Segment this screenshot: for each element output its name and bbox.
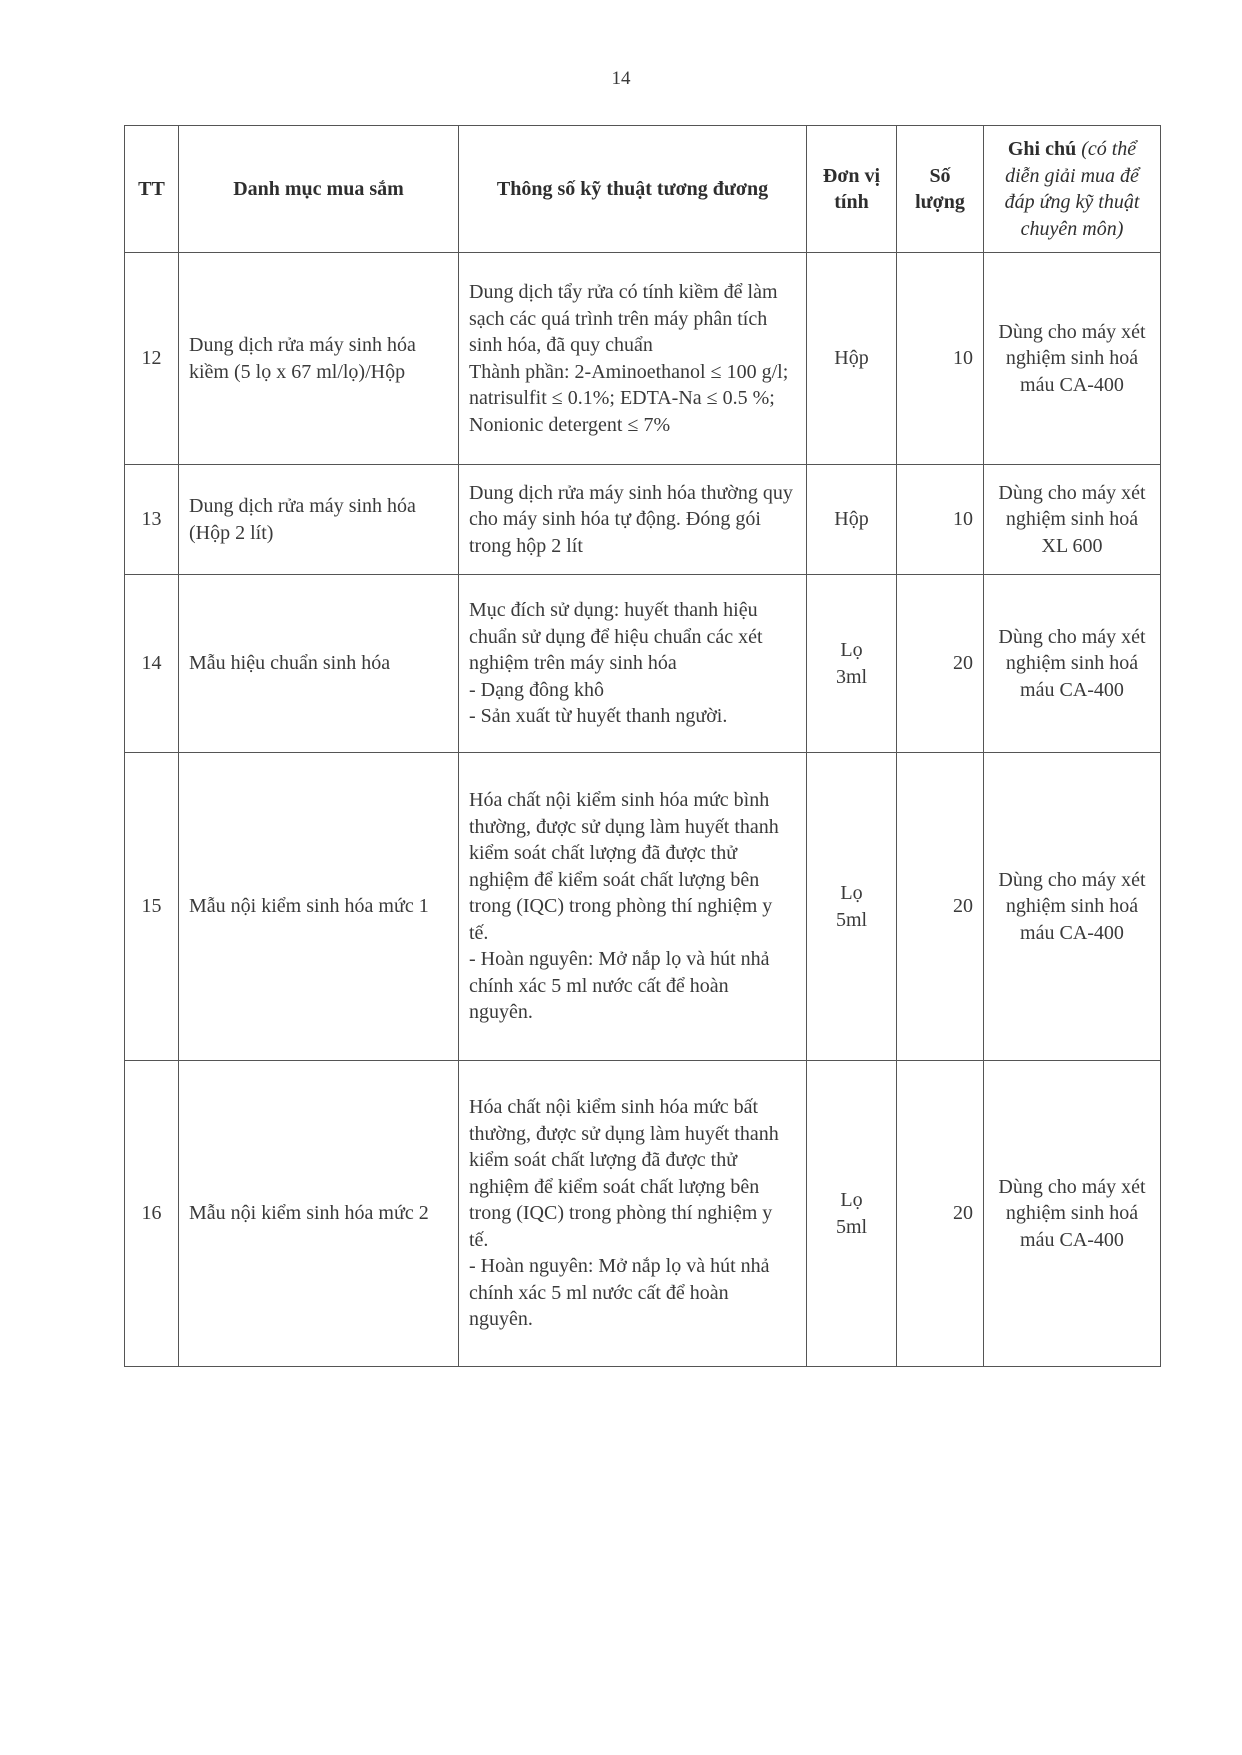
cell-item: Mẫu hiệu chuẩn sinh hóa bbox=[179, 575, 459, 753]
cell-tt: 12 bbox=[125, 253, 179, 465]
cell-qty: 10 bbox=[897, 253, 984, 465]
header-note-italic: (có thể diễn giải mua để đáp ứng kỹ thuật chuyên môn) bbox=[1004, 138, 1140, 240]
cell-tt: 15 bbox=[125, 753, 179, 1061]
cell-qty: 20 bbox=[897, 1061, 984, 1367]
page-number: 14 bbox=[611, 68, 631, 89]
header-tt: TT bbox=[125, 126, 179, 253]
header-note-bold: Ghi chú bbox=[1007, 138, 1077, 160]
cell-qty: 20 bbox=[897, 753, 984, 1061]
cell-tt: 16 bbox=[125, 1061, 179, 1367]
cell-unit: Hộp bbox=[807, 253, 897, 465]
procurement-table bbox=[124, 125, 1161, 1367]
cell-unit: Hộp bbox=[807, 465, 897, 575]
cell-note: Dùng cho máy xét nghiệm sinh hoá máu CA-400 bbox=[984, 1061, 1161, 1367]
header-item: Danh mục mua sắm bbox=[179, 126, 459, 253]
header-spec: Thông số kỹ thuật tương đương bbox=[459, 126, 807, 253]
cell-qty: 20 bbox=[897, 575, 984, 753]
table-header-row bbox=[125, 126, 1161, 253]
cell-tt: 13 bbox=[125, 465, 179, 575]
cell-spec: Dung dịch rửa máy sinh hóa thường quy cho máy sinh hóa tự động. Đóng gói trong hộp 2 lít bbox=[459, 465, 807, 575]
cell-note: Dùng cho máy xét nghiệm sinh hoá máu CA-400 bbox=[984, 575, 1161, 753]
cell-spec: Hóa chất nội kiểm sinh hóa mức bất thường, được sử dụng làm huyết thanh kiểm soát chất lượng đã được thử nghiệm để kiểm soát chất lượng bên trong (IQC) trong phòng thí nghiệm y tế. - Hoàn nguyên: Mở nắp lọ và hút nhả chính xác 5 ml nước cất để hoàn nguyên. bbox=[459, 1061, 807, 1367]
table-row bbox=[125, 465, 1161, 575]
table-row bbox=[125, 575, 1161, 753]
cell-item: Dung dịch rửa máy sinh hóa (Hộp 2 lít) bbox=[179, 465, 459, 575]
cell-note: Dùng cho máy xét nghiệm sinh hoá máu CA-400 bbox=[984, 253, 1161, 465]
cell-unit: Lọ 3ml bbox=[807, 575, 897, 753]
table-row bbox=[125, 253, 1161, 465]
header-qty: Số lượng bbox=[897, 126, 984, 253]
cell-qty: 10 bbox=[897, 465, 984, 575]
cell-unit: Lọ 5ml bbox=[807, 753, 897, 1061]
cell-note: Dùng cho máy xét nghiệm sinh hoá máu CA-400 bbox=[984, 753, 1161, 1061]
cell-item: Mẫu nội kiểm sinh hóa mức 2 bbox=[179, 1061, 459, 1367]
table-row bbox=[125, 753, 1161, 1061]
header-unit: Đơn vị tính bbox=[807, 126, 897, 253]
cell-tt: 14 bbox=[125, 575, 179, 753]
cell-spec: Hóa chất nội kiểm sinh hóa mức bình thường, được sử dụng làm huyết thanh kiểm soát chất lượng đã được thử nghiệm để kiểm soát chất lượng bên trong (IQC) trong phòng thí nghiệm y tế. - Hoàn nguyên: Mở nắp lọ và hút nhả chính xác 5 ml nước cất để hoàn nguyên. bbox=[459, 753, 807, 1061]
cell-spec: Mục đích sử dụng: huyết thanh hiệu chuẩn sử dụng để hiệu chuẩn các xét nghiệm trên máy sinh hóa - Dạng đông khô - Sản xuất từ huyết thanh người. bbox=[459, 575, 807, 753]
table-row bbox=[125, 1061, 1161, 1367]
cell-item: Mẫu nội kiểm sinh hóa mức 1 bbox=[179, 753, 459, 1061]
cell-note: Dùng cho máy xét nghiệm sinh hoá XL 600 bbox=[984, 465, 1161, 575]
cell-item: Dung dịch rửa máy sinh hóa kiềm (5 lọ x 67 ml/lọ)/Hộp bbox=[179, 253, 459, 465]
cell-unit: Lọ 5ml bbox=[807, 1061, 897, 1367]
header-note bbox=[984, 126, 1161, 253]
cell-spec: Dung dịch tẩy rửa có tính kiềm để làm sạch các quá trình trên máy phân tích sinh hóa, đã quy chuẩn Thành phần: 2-Aminoethanol ≤ 100 g/l; natrisulfit ≤ 0.1%; EDTA-Na ≤ 0.5 %; Nonionic detergent ≤ 7% bbox=[459, 253, 807, 465]
